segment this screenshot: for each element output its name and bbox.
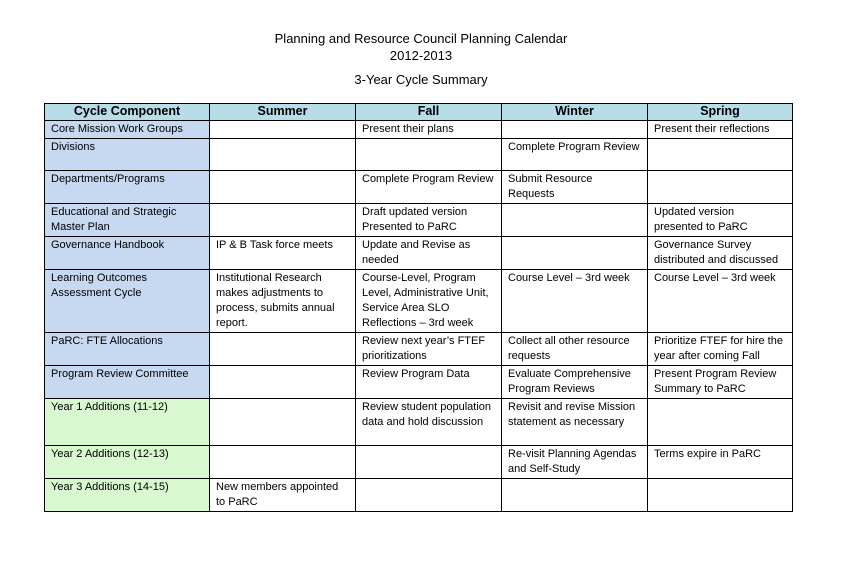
table-cell [648, 139, 793, 171]
table-row [45, 270, 793, 333]
table-row [45, 333, 793, 366]
table-cell: Terms expire in PaRC [648, 446, 793, 479]
table-cell: Departments/Programs [45, 171, 210, 204]
table-cell: Learning Outcomes Assessment Cycle [45, 270, 210, 333]
table-cell [648, 479, 793, 512]
table-row [45, 121, 793, 139]
column-header-fall: Fall [356, 104, 502, 121]
table-cell: Review next year’s FTEF prioritizations [356, 333, 502, 366]
table-cell: Updated version presented to PaRC [648, 204, 793, 237]
table-cell: New members appointed to PaRC [210, 479, 356, 512]
table-cell [210, 446, 356, 479]
document-year: 2012-2013 [389, 48, 453, 63]
table-cell: Review student population data and hold discussion [356, 399, 502, 446]
table-cell [210, 399, 356, 446]
table-row [45, 237, 793, 270]
table-cell: Institutional Research makes adjustments to process, submits annual report. [210, 270, 356, 333]
table-cell: Collect all other resource requests [502, 333, 648, 366]
table-row [45, 446, 793, 479]
document-subtitle: 3-Year Cycle Summary [354, 72, 488, 87]
table-row [45, 399, 793, 446]
table-cell: Complete Program Review [502, 139, 648, 171]
table-cell: Educational and Strategic Master Plan [45, 204, 210, 237]
table-cell [356, 479, 502, 512]
column-header-summer: Summer [210, 104, 356, 121]
table-cell: Core Mission Work Groups [45, 121, 210, 139]
table-cell: Course Level – 3rd week [648, 270, 793, 333]
table-cell: Evaluate Comprehensive Program Reviews [502, 366, 648, 399]
table-cell [210, 139, 356, 171]
planning-calendar-table [44, 103, 793, 512]
table-cell: Complete Program Review [356, 171, 502, 204]
table-cell [648, 399, 793, 446]
table-cell: Revisit and revise Mission statement as necessary [502, 399, 648, 446]
table-row [45, 479, 793, 512]
column-header-cycle-component: Cycle Component [45, 104, 210, 121]
table-cell [502, 479, 648, 512]
table-cell [648, 171, 793, 204]
table-cell [502, 237, 648, 270]
table-cell [210, 366, 356, 399]
table-cell: Present their reflections [648, 121, 793, 139]
table-row [45, 204, 793, 237]
table-cell: Review Program Data [356, 366, 502, 399]
table-cell [502, 121, 648, 139]
column-header-spring: Spring [648, 104, 793, 121]
column-header-winter: Winter [502, 104, 648, 121]
table-cell [210, 333, 356, 366]
table-cell: Year 3 Additions (14-15) [45, 479, 210, 512]
table-cell: Prioritize FTEF for hire the year after coming Fall [648, 333, 793, 366]
table-cell: Year 1 Additions (11-12) [45, 399, 210, 446]
table-cell: Divisions [45, 139, 210, 171]
table-cell: Course Level – 3rd week [502, 270, 648, 333]
table-cell: Present their plans [356, 121, 502, 139]
table-cell: PaRC: FTE Allocations [45, 333, 210, 366]
table-cell: Governance Survey distributed and discussed [648, 237, 793, 270]
table-cell: Submit Resource Requests [502, 171, 648, 204]
table-cell: Update and Revise as needed [356, 237, 502, 270]
header-row [45, 104, 793, 121]
table-cell: Present Program Review Summary to PaRC [648, 366, 793, 399]
table-row [45, 139, 793, 171]
table-cell: Program Review Committee [45, 366, 210, 399]
table-cell [502, 204, 648, 237]
document-title: Planning and Resource Council Planning Calendar [274, 31, 568, 46]
table-cell [210, 204, 356, 237]
table-cell: Course-Level, Program Level, Administrative Unit, Service Area SLO Reflections – 3rd week [356, 270, 502, 333]
table-row [45, 171, 793, 204]
table-cell [356, 139, 502, 171]
table-cell [210, 121, 356, 139]
table-cell: IP & B Task force meets [210, 237, 356, 270]
table-cell: Year 2 Additions (12-13) [45, 446, 210, 479]
table-row [45, 366, 793, 399]
table-cell: Governance Handbook [45, 237, 210, 270]
table-cell [356, 446, 502, 479]
table-cell [210, 171, 356, 204]
table-cell: Draft updated version Presented to PaRC [356, 204, 502, 237]
table-cell: Re-visit Planning Agendas and Self-Study [502, 446, 648, 479]
